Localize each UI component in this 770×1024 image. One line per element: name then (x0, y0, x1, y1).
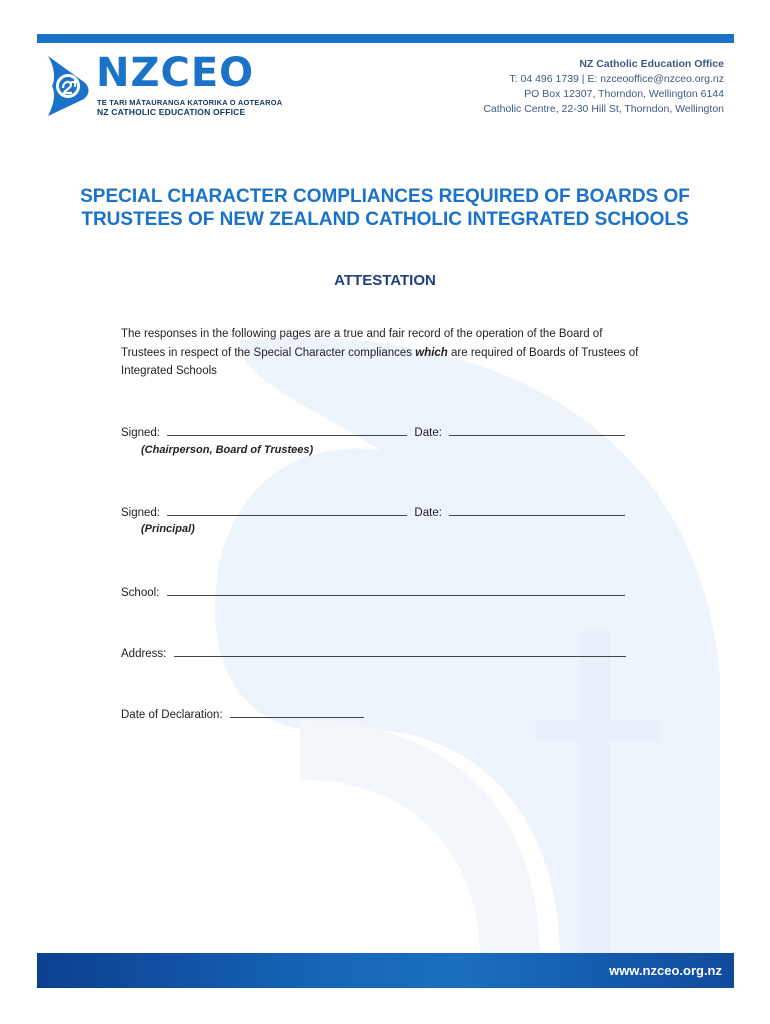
role-chairperson: (Chairperson, Board of Trustees) (141, 444, 314, 456)
contact-block (483, 57, 724, 117)
footer-bar (37, 953, 734, 988)
address-label: Address: (121, 648, 167, 660)
postal-address: PO Box 12307, Thorndon, Wellington 6144 (524, 88, 724, 100)
address-row (121, 646, 626, 660)
logo-subtitle-english: NZ CATHOLIC EDUCATION OFFICE (97, 107, 246, 117)
contact-phone-email: T: 04 496 1739 | E: nzceooffice@nzceo.org.nz (509, 73, 724, 85)
document-subtitle: ATTESTATION (334, 272, 436, 289)
declaration-date-field[interactable] (230, 707, 364, 718)
address-field[interactable] (174, 646, 626, 657)
para-text-2: are required of Boards of Trustees of Integrated Schools (121, 346, 639, 377)
org-name: NZ Catholic Education Office (579, 58, 724, 70)
top-accent-bar (37, 34, 734, 43)
signed-label: Signed: (121, 507, 161, 519)
declaration-date-label: Date of Declaration: (121, 709, 223, 721)
chair-date-field[interactable] (449, 425, 625, 436)
signed-label: Signed: (121, 427, 161, 439)
watermark-logo (180, 300, 740, 960)
title-line-2: TRUSTEES OF NEW ZEALAND CATHOLIC INTEGRATED SCHOOLS (81, 209, 689, 230)
principal-date-field[interactable] (449, 505, 625, 516)
school-label: School: (121, 587, 160, 599)
date-label: Date: (414, 427, 442, 439)
title-line-1: SPECIAL CHARACTER COMPLIANCES REQUIRED OF BOARDS OF (80, 186, 690, 207)
chair-signature-row (121, 425, 625, 439)
nzceo-emblem-icon (44, 54, 94, 118)
document-title (40, 185, 730, 231)
principal-signature-row (121, 505, 625, 519)
school-field[interactable] (167, 585, 625, 596)
logo-wordmark: NZCEO (96, 50, 255, 96)
para-text-1: The responses in the following pages are a true and fair record of the operation of the Board of Trustees in respect of the Special Character compliances (121, 328, 603, 359)
nzceo-logo (44, 50, 283, 120)
attestation-paragraph (121, 325, 641, 381)
date-label: Date: (414, 507, 442, 519)
declaration-date-row (121, 707, 364, 721)
role-principal: (Principal) (141, 523, 195, 535)
school-row (121, 585, 625, 599)
street-address: Catholic Centre, 22-30 Hill St, Thorndon, Wellington (483, 103, 724, 115)
para-emphasis: which (415, 346, 448, 359)
principal-signature-field[interactable] (167, 505, 407, 516)
footer-website-link[interactable]: www.nzceo.org.nz (609, 963, 722, 978)
logo-subtitle-maori: TE TARI MĀTAURANGA KATORIKA O AOTEAROA (97, 98, 283, 107)
chair-signature-field[interactable] (167, 425, 407, 436)
